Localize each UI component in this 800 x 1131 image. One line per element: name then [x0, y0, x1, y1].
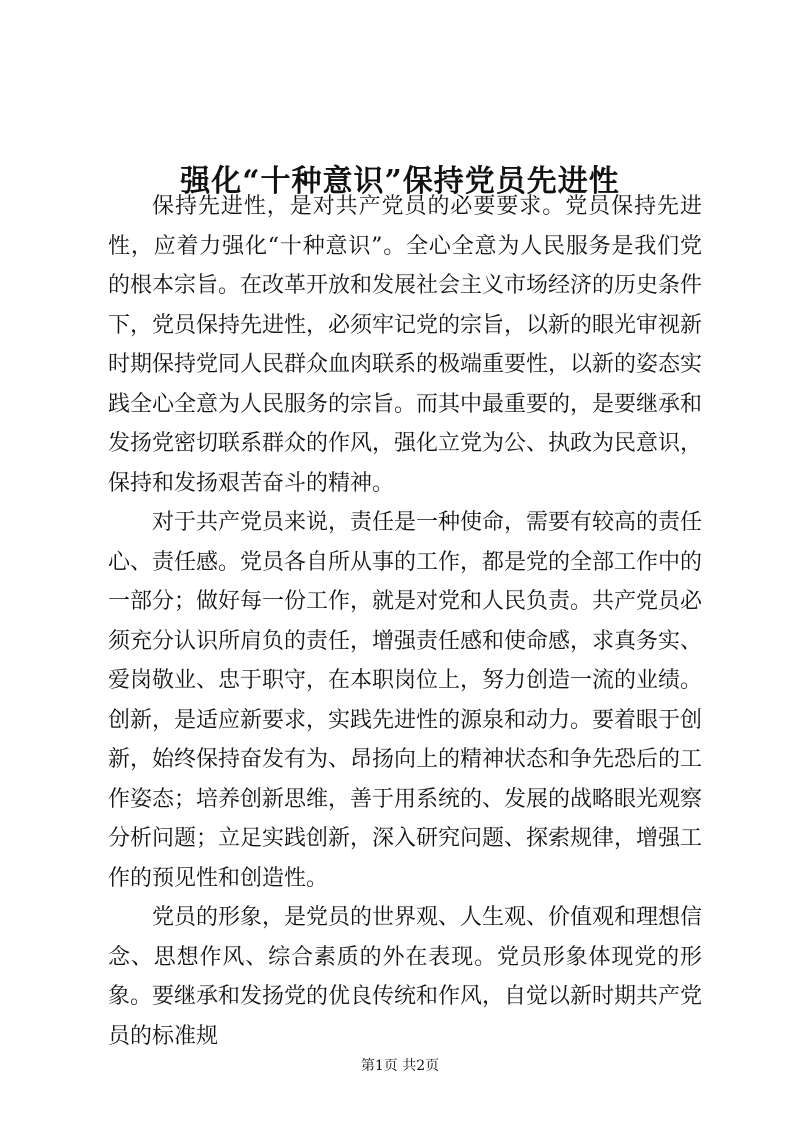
document-body: [108, 187, 702, 1056]
page-footer: 第1页 共2页: [360, 1058, 440, 1074]
paragraph-1: 保持先进性，是对共产党员的必要要求。党员保持先进性，应着力强化“十种意识”。全心全意为人民服务是我们党的根本宗旨。在改革开放和发展社会主义市场经济的历史条件下，党员保持先进性，必须牢记党的宗旨，以新的眼光审视新时期保持党同人民群众血肉联系的极端重要性，以新的姿态实践全心全意为人民服务的宗旨。而其中最重要的，是要继承和发扬党密切联系群众的作风，强化立党为公、执政为民意识，保持和发扬艰苦奋斗的精神。: [108, 194, 703, 496]
document-title: 强化“十种意识”保持党员先进性: [180, 164, 620, 200]
paragraph-2: 对于共产党员来说，责任是一种使命，需要有较高的责任心、责任感。党员各自所从事的工作，都是党的全部工作中的一部分；做好每一份工作，就是对党和人民负责。共产党员必须充分认识所肩负的责任，增强责任感和使命感，求真务实、爱岗敬业、忠于职守，在本职岗位上，努力创造一流的业绩。创新，是适应新要求，实践先进性的源泉和动力。要着眼于创新，始终保持奋发有为、昂扬向上的精神状态和争先恐后的工作姿态；培养创新思维，善于用系统的、发展的战略眼光观察分析问题；立足实践创新，深入研究问题、探索规律，增强工作的预见性和创造性。: [108, 510, 703, 891]
paragraph-3: 党员的形象，是党员的世界观、人生观、价值观和理想信念、思想作风、综合素质的外在表现。党员形象体现党的形象。要继承和发扬党的优良传统和作风，自觉以新时期共产党员的标准规: [108, 905, 703, 1049]
